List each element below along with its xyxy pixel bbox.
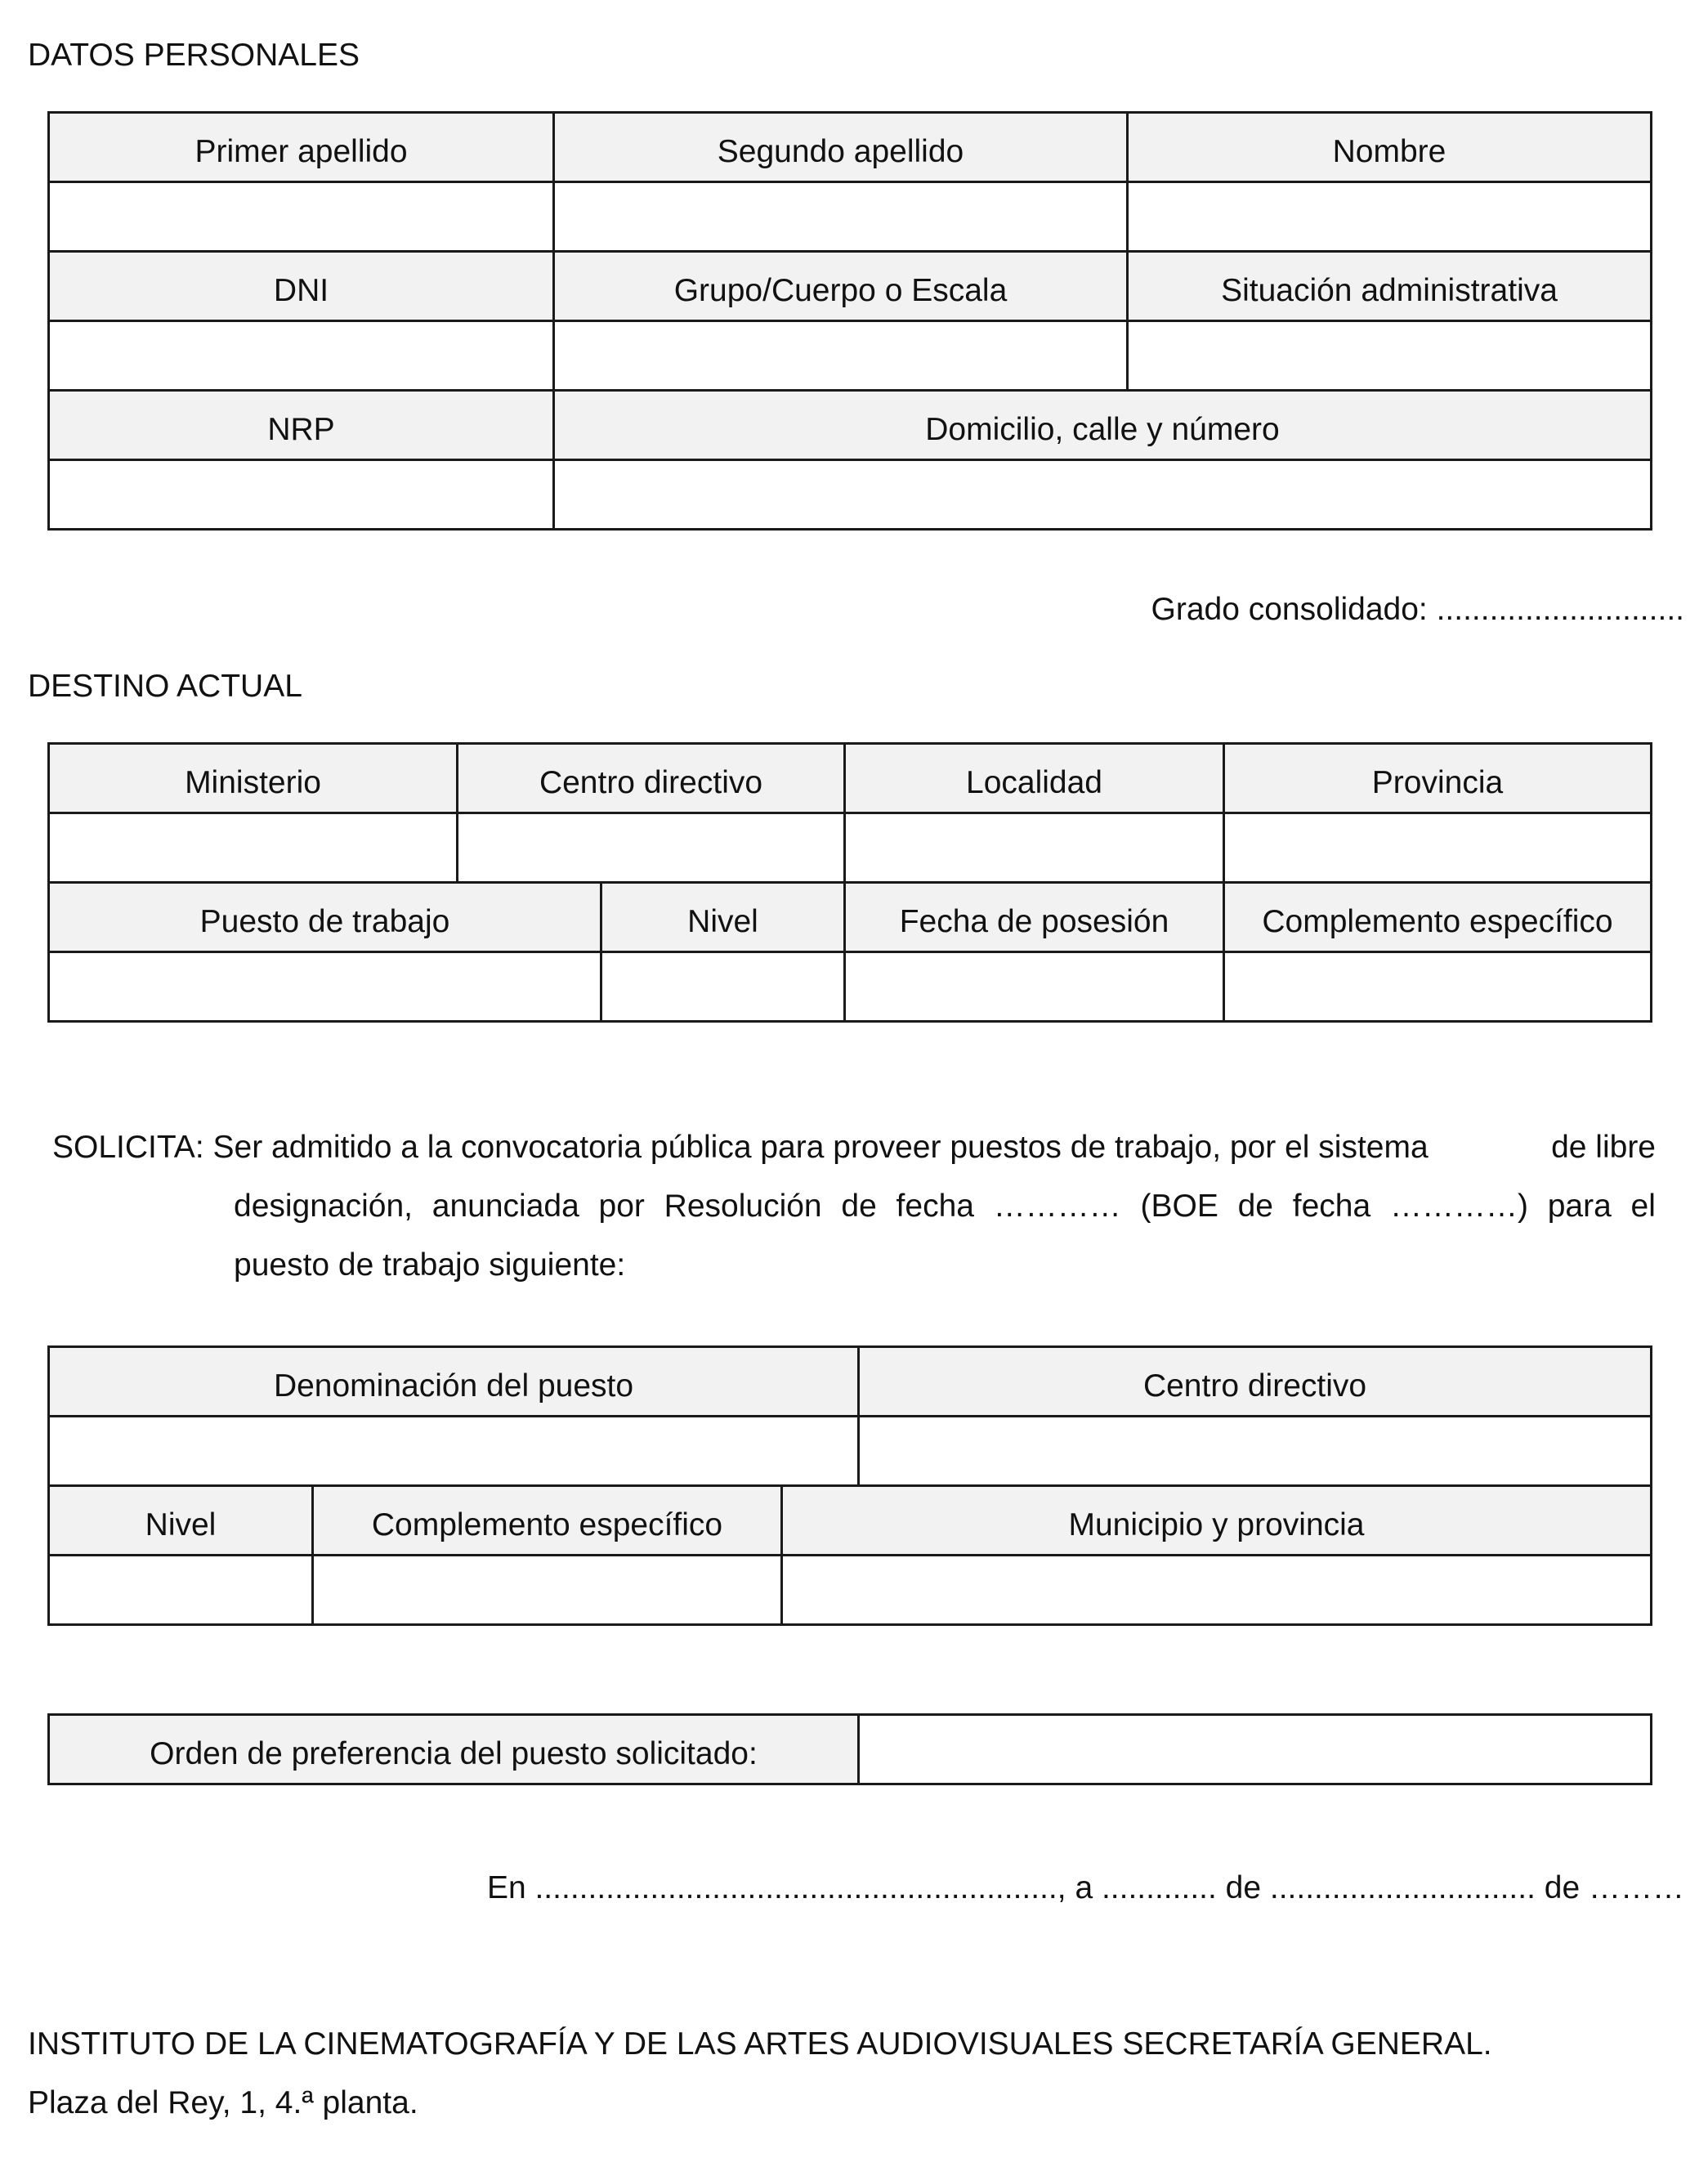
solicita-line-2-word: de [1237,1189,1273,1224]
solicita-line-2-word: de [841,1189,877,1224]
header-nivel-puesto: Nivel [49,1486,313,1556]
header-denominacion-puesto: Denominación del puesto [49,1347,859,1417]
header-puesto-de-trabajo: Puesto de trabajo [49,883,601,952]
header-fecha-posesion: Fecha de posesión [845,883,1224,952]
section-title-datos-personales: DATOS PERSONALES [28,38,360,73]
solicita-line-2-word: (BOE [1140,1189,1218,1224]
header-centro-directivo: Centro directivo [458,744,845,813]
header-municipio-provincia: Municipio y provincia [782,1486,1652,1556]
lugar-fecha-line[interactable]: En ..........................................................., a ............. de .............................. de ……… [486,1870,1684,1905]
nivel-puesto-field[interactable] [49,1556,313,1625]
header-nivel: Nivel [601,883,845,952]
denominacion-puesto-field[interactable] [49,1417,859,1486]
complemento-especifico-field[interactable] [1224,952,1652,1022]
grupo-cuerpo-field[interactable] [554,321,1128,391]
header-orden-preferencia: Orden de preferencia del puesto solicitado: [49,1715,859,1784]
fecha-posesion-field[interactable] [845,952,1224,1022]
primer-apellido-field[interactable] [49,182,554,252]
solicita-line-3: puesto de trabajo siguiente: [234,1247,626,1283]
solicita-line-2-word: para [1547,1189,1612,1224]
orden-preferencia-field[interactable] [859,1715,1652,1784]
solicita-line-2-word: Resolución [664,1189,822,1224]
header-dni: DNI [49,252,554,321]
localidad-field[interactable] [845,813,1224,883]
destino-actual-table [47,742,1652,1023]
segundo-apellido-field[interactable] [554,182,1128,252]
solicita-line-2-word: el [1630,1189,1656,1224]
datos-personales-table [47,111,1652,531]
header-provincia: Provincia [1224,744,1652,813]
solicita-line-2-word: fecha [1292,1189,1371,1224]
destinatario-line-2: Plaza del Rey, 1, 4.ª planta. [28,2085,418,2120]
header-nrp: NRP [49,391,554,460]
section-title-destino-actual: DESTINO ACTUAL [28,669,302,704]
nombre-field[interactable] [1128,182,1652,252]
centro-directivo-field[interactable] [458,813,845,883]
puesto-de-trabajo-field[interactable] [49,952,601,1022]
grado-consolidado-label: Grado consolidado: [1151,592,1428,627]
solicita-line-1-end: de libre [1551,1130,1656,1165]
nivel-field[interactable] [601,952,845,1022]
solicita-line-2-word: ………… [993,1189,1121,1224]
centro-directivo-puesto-field[interactable] [859,1417,1652,1486]
solicita-paragraph [52,1118,1656,1295]
solicita-line-2-word: fecha [896,1189,974,1224]
complemento-puesto-field[interactable] [313,1556,782,1625]
provincia-field[interactable] [1224,813,1652,883]
solicita-line-2-word: designación, [234,1189,413,1224]
solicita-line-1-text: SOLICITA: Ser admitido a la convocatoria pública para proveer puestos de trabajo, por el sistema [52,1130,1429,1165]
solicita-line-2 [52,1177,1656,1236]
preferencia-table [47,1713,1652,1785]
dni-field[interactable] [49,321,554,391]
domicilio-field[interactable] [554,460,1652,530]
solicita-line-2-word: anunciada [431,1189,579,1224]
ministerio-field[interactable] [49,813,458,883]
puesto-solicitado-table [47,1345,1652,1626]
solicita-line-2-word: por [598,1189,645,1224]
header-centro-directivo-puesto: Centro directivo [859,1347,1652,1417]
header-grupo-cuerpo: Grupo/Cuerpo o Escala [554,252,1128,321]
header-domicilio: Domicilio, calle y número [554,391,1652,460]
header-localidad: Localidad [845,744,1224,813]
header-complemento-especifico: Complemento específico [1224,883,1652,952]
header-primer-apellido: Primer apellido [49,113,554,182]
header-nombre: Nombre [1128,113,1652,182]
nrp-field[interactable] [49,460,554,530]
municipio-provincia-field[interactable] [782,1556,1652,1625]
solicita-line-1 [52,1118,1656,1177]
solicita-line-2-word: …………) [1389,1189,1528,1224]
header-segundo-apellido: Segundo apellido [554,113,1128,182]
header-ministerio: Ministerio [49,744,458,813]
situacion-administrativa-field[interactable] [1128,321,1652,391]
grado-consolidado [1151,593,1684,625]
destinatario-line-1: INSTITUTO DE LA CINEMATOGRAFÍA Y DE LAS ARTES AUDIOVISUALES SECRETARÍA GENERAL. [28,2026,1492,2062]
header-situacion-administrativa: Situación administrativa [1128,252,1652,321]
grado-consolidado-field[interactable]: ............................ [1436,592,1684,627]
header-complemento-puesto: Complemento específico [313,1486,782,1556]
